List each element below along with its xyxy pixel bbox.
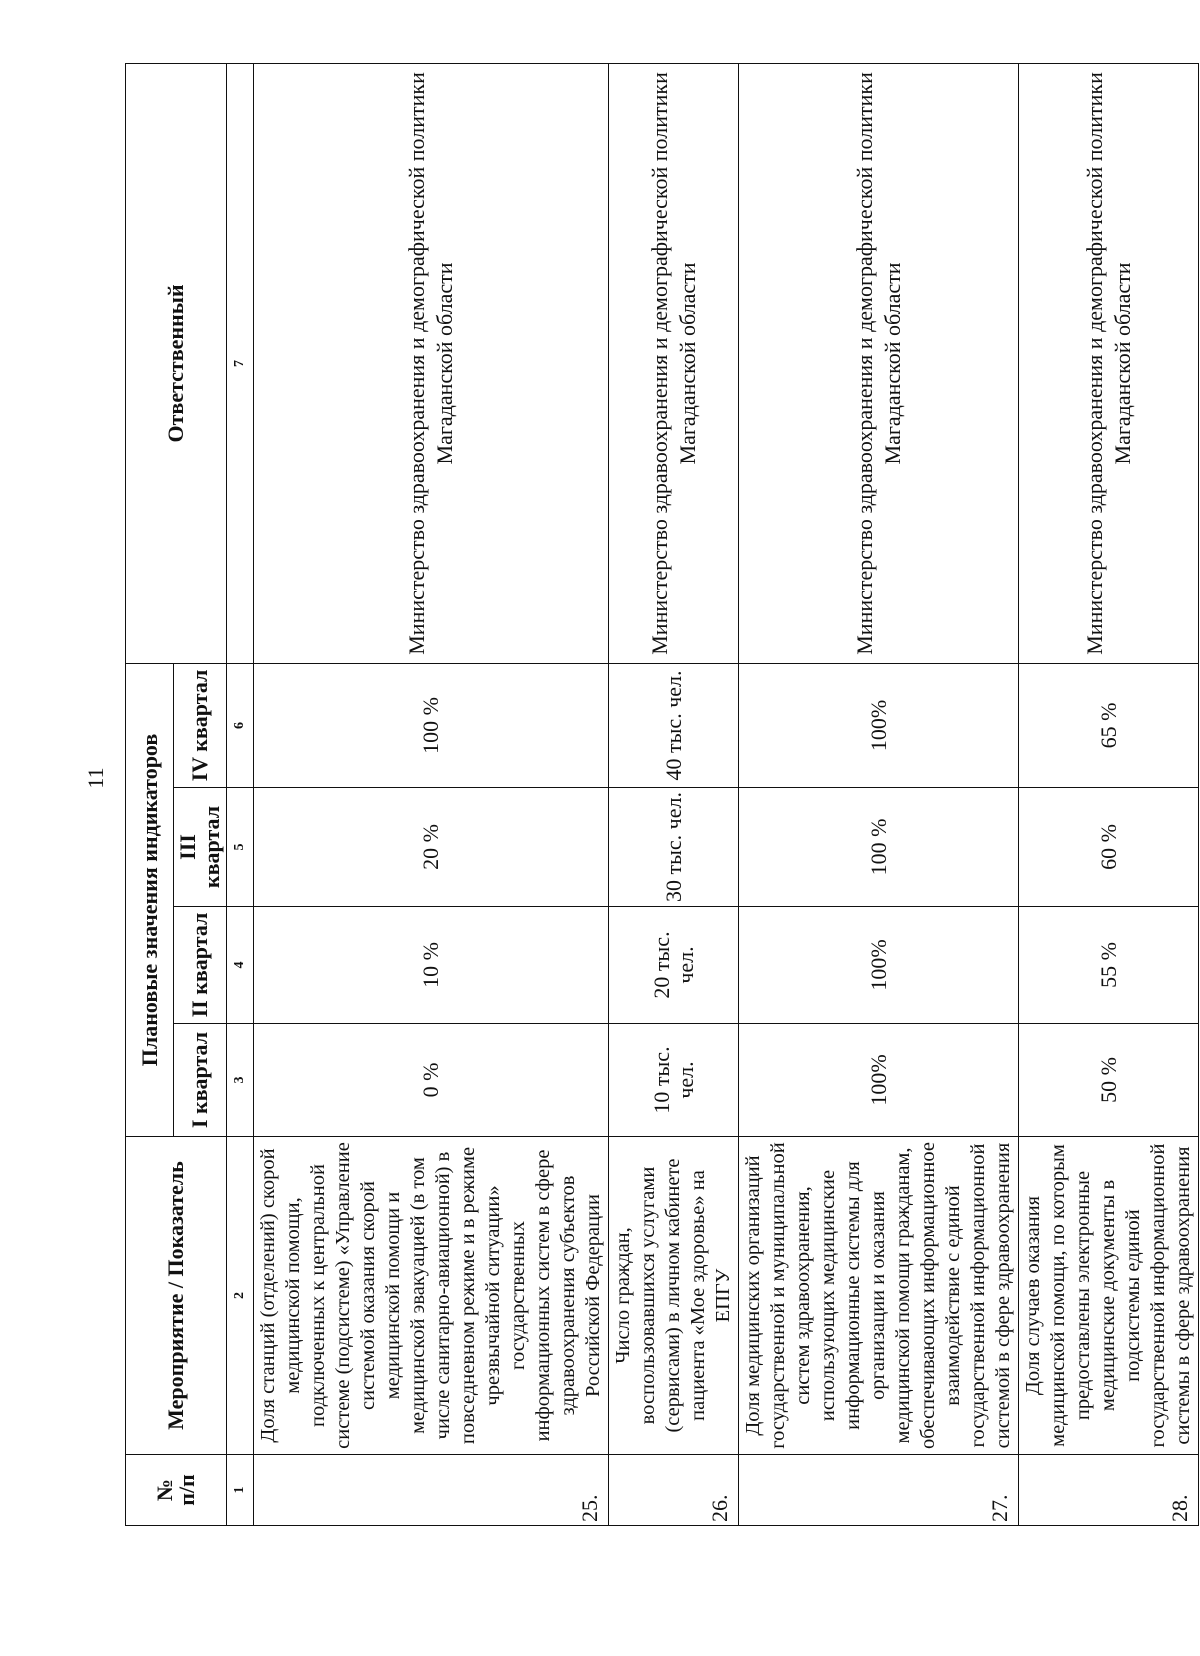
header-planned-values: Плановые значения индикаторов — [126, 663, 174, 1136]
row-q1-value: 0 % — [254, 1024, 609, 1137]
row-responsible: Министерство здравоохранения и демографической политики Магаданской области — [254, 63, 609, 663]
row-q2-value: 10 % — [254, 907, 609, 1024]
column-index: 3 — [227, 1024, 254, 1137]
row-q4-value: 100 % — [254, 663, 609, 787]
row-q2-value: 55 % — [1019, 907, 1199, 1024]
page-number: 11 — [83, 767, 108, 789]
row-q4-value: 65 % — [1019, 663, 1199, 787]
row-description: Доля станций (отделений) скорой медицинской помощи, подключенных к центральной системе (подсистеме) «Управление системой оказания скорой медицинской помощи и медицинской эвакуацией (в том числе санитарно-авиационной) в повседневном режиме и в режиме чрезвычайной ситуации» государственных информационных систем в сфере здравоохранения субъектов Российской Федерации — [254, 1137, 609, 1455]
column-index: 2 — [227, 1137, 254, 1455]
header-q3: III квартал — [174, 788, 227, 907]
row-q4-value: 40 тыс. чел. — [609, 663, 739, 787]
header-q1: I квартал — [174, 1024, 227, 1137]
column-index: 6 — [227, 663, 254, 787]
row-q2-value: 100% — [739, 907, 1019, 1024]
row-q4-value: 100% — [739, 663, 1019, 787]
row-q3-value: 100 % — [739, 788, 1019, 907]
column-index-row — [227, 63, 254, 1525]
header-num: № п/п — [126, 1455, 227, 1526]
row-number: 27. — [739, 1455, 1019, 1526]
column-index: 7 — [227, 63, 254, 663]
row-q2-value: 20 тыс. чел. — [609, 907, 739, 1024]
table-row — [1019, 63, 1199, 1525]
header-responsible: Ответственный — [126, 63, 227, 663]
row-q3-value: 60 % — [1019, 788, 1199, 907]
row-number: 28. — [1019, 1455, 1199, 1526]
column-index: 4 — [227, 907, 254, 1024]
row-q1-value: 100% — [739, 1024, 1019, 1137]
table-header — [126, 63, 254, 1525]
row-description: Доля случаев оказания медицинской помощи, по которым предоставлены электронные медицинские документы в подсистемы единой государственной информационной системы в сфере здравоохранения — [1019, 1137, 1199, 1455]
table-row — [739, 63, 1019, 1525]
row-responsible: Министерство здравоохранения и демографической политики Магаданской области — [609, 63, 739, 663]
row-number: 25. — [254, 1455, 609, 1526]
row-responsible: Министерство здравоохранения и демографической политики Магаданской области — [739, 63, 1019, 663]
row-responsible: Министерство здравоохранения и демографической политики Магаданской области — [1019, 63, 1199, 663]
header-q2: II квартал — [174, 907, 227, 1024]
header-q4: IV квартал — [174, 663, 227, 787]
table-row — [254, 63, 609, 1525]
table-row — [609, 63, 739, 1525]
column-index: 5 — [227, 788, 254, 907]
indicators-table — [125, 63, 1199, 1526]
row-number: 26. — [609, 1455, 739, 1526]
row-description: Число граждан, воспользовавшихся услугами (сервисами) в личном кабинете пациента «Мое здоровье» на ЕПГУ — [609, 1137, 739, 1455]
row-q3-value: 30 тыс. чел. — [609, 788, 739, 907]
row-q3-value: 20 % — [254, 788, 609, 907]
rotated-table-page — [125, 64, 1194, 1526]
row-q1-value: 10 тыс. чел. — [609, 1024, 739, 1137]
header-event: Мероприятие / Показатель — [126, 1137, 227, 1455]
column-index: 1 — [227, 1455, 254, 1526]
row-description: Доля медицинских организаций государственной и муниципальной систем здравоохранения, использующих медицинские информационные системы для организации и оказания медицинской помощи гражданам, обеспечивающих информационное взаимодействие с единой государственной информационной системой в сфере здравоохранения — [739, 1137, 1019, 1455]
row-q1-value: 50 % — [1019, 1024, 1199, 1137]
